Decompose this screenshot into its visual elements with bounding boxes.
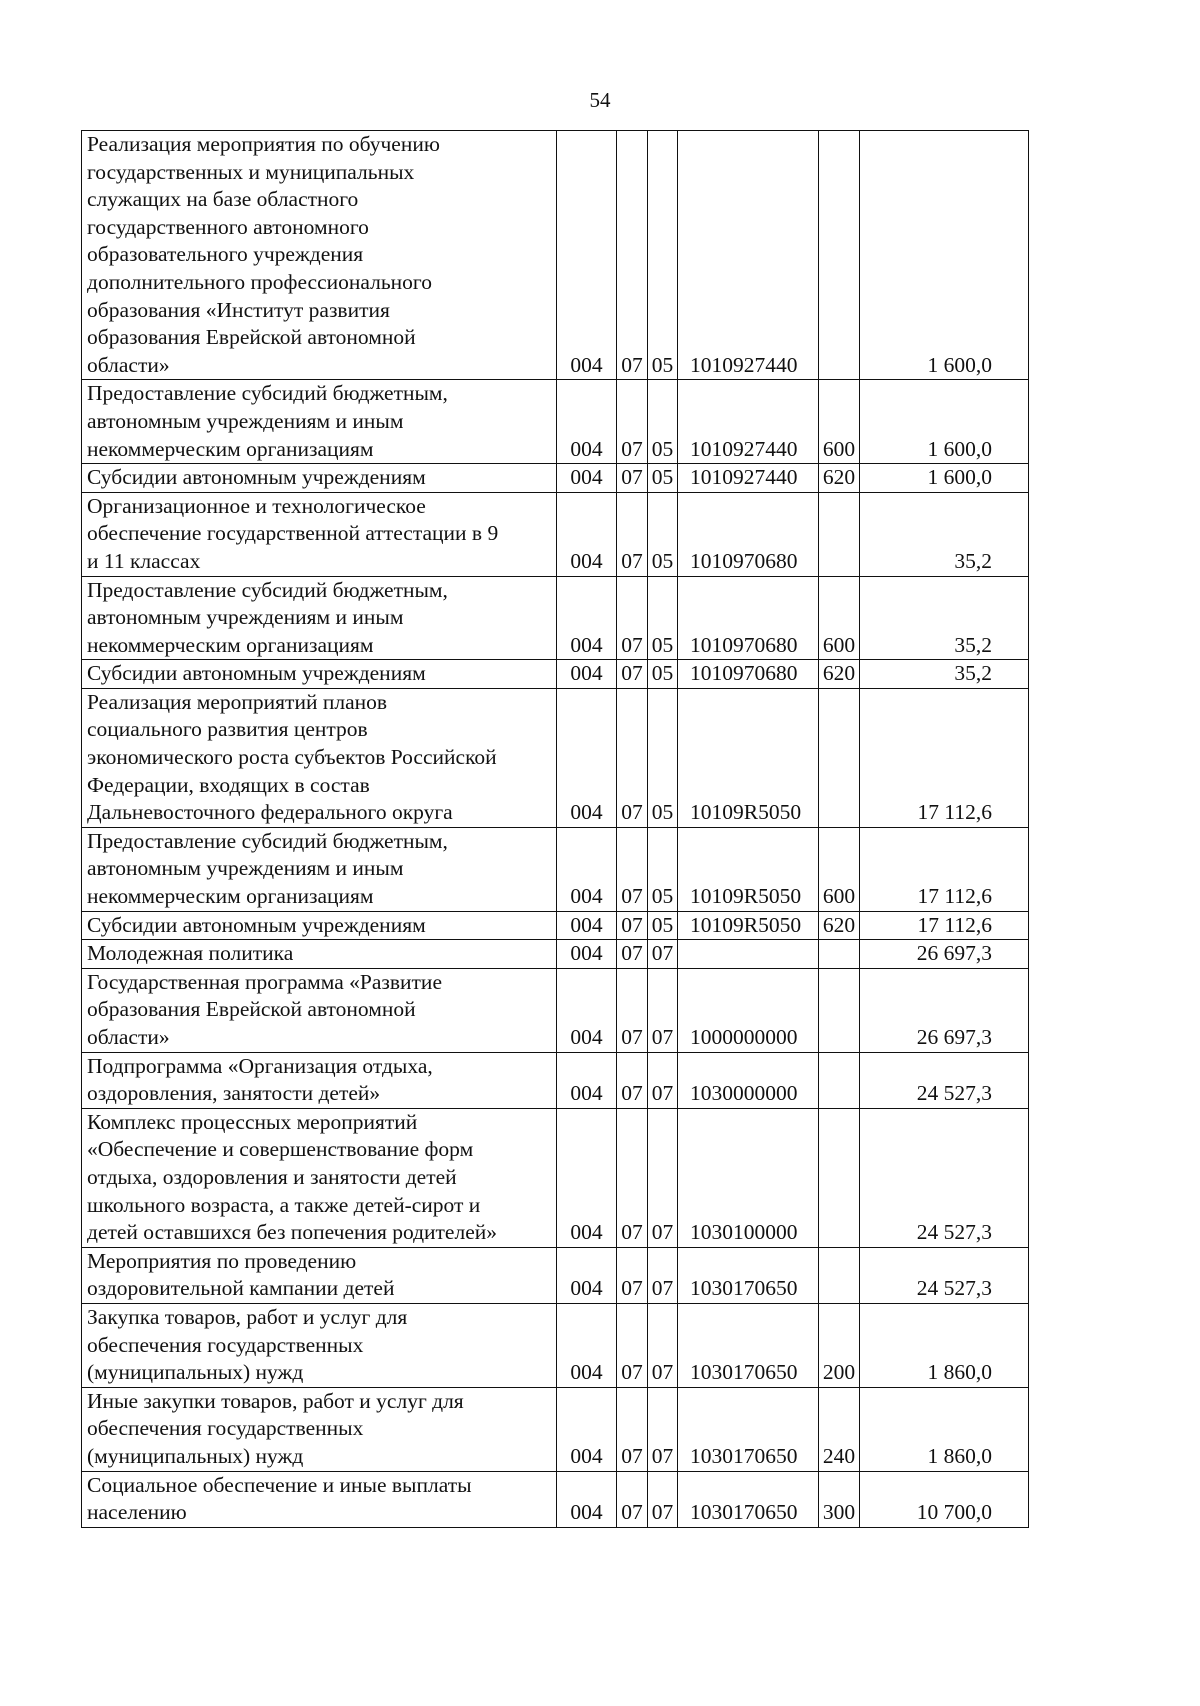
row-amount: 10 700,0: [860, 1471, 1029, 1527]
row-section-code: 07: [617, 827, 648, 911]
row-name: Организационное и технологическое обеспечение государственной аттестации в 9 и 11 классах: [82, 492, 557, 576]
row-ved-code: 004: [557, 380, 617, 464]
row-target-article-code: 1010970680: [678, 576, 819, 660]
row-expense-type-code: 620: [819, 911, 860, 940]
row-subsection-code: 07: [648, 968, 678, 1052]
row-subsection-code: 07: [648, 1471, 678, 1527]
row-amount: 1 600,0: [860, 380, 1029, 464]
row-amount: 1 600,0: [860, 464, 1029, 493]
row-ved-code: 004: [557, 464, 617, 493]
table-row: [82, 1052, 1029, 1108]
row-subsection-code: 05: [648, 380, 678, 464]
row-section-code: 07: [617, 968, 648, 1052]
row-expense-type-code: 240: [819, 1387, 860, 1471]
budget-table: [81, 130, 1029, 1528]
row-amount: 35,2: [860, 660, 1029, 689]
row-target-article-code: 1010970680: [678, 492, 819, 576]
row-section-code: 07: [617, 1471, 648, 1527]
row-subsection-code: 07: [648, 1387, 678, 1471]
row-target-article-code: 1030100000: [678, 1108, 819, 1247]
row-expense-type-code: [819, 492, 860, 576]
row-name: Предоставление субсидий бюджетным, автономным учреждениям и иным некоммерческим организациям: [82, 380, 557, 464]
row-ved-code: 004: [557, 1387, 617, 1471]
row-ved-code: 004: [557, 911, 617, 940]
row-ved-code: 004: [557, 1471, 617, 1527]
row-section-code: 07: [617, 1052, 648, 1108]
row-subsection-code: 07: [648, 1052, 678, 1108]
row-name: Закупка товаров, работ и услуг для обеспечения государственных (муниципальных) нужд: [82, 1303, 557, 1387]
row-name: Социальное обеспечение и иные выплаты населению: [82, 1471, 557, 1527]
row-target-article-code: 1010927440: [678, 380, 819, 464]
row-ved-code: 004: [557, 1247, 617, 1303]
row-target-article-code: 1000000000: [678, 968, 819, 1052]
row-subsection-code: 05: [648, 911, 678, 940]
row-name: Подпрограмма «Организация отдыха, оздоровления, занятости детей»: [82, 1052, 557, 1108]
row-amount: 24 527,3: [860, 1052, 1029, 1108]
row-ved-code: 004: [557, 940, 617, 969]
row-section-code: 07: [617, 1387, 648, 1471]
table-row: [82, 1387, 1029, 1471]
row-target-article-code: 10109R5050: [678, 911, 819, 940]
row-subsection-code: 07: [648, 1303, 678, 1387]
row-section-code: 07: [617, 1108, 648, 1247]
row-target-article-code: 1010970680: [678, 660, 819, 689]
table-row: [82, 968, 1029, 1052]
row-target-article-code: [678, 940, 819, 969]
table-row: [82, 688, 1029, 827]
row-subsection-code: 05: [648, 660, 678, 689]
row-target-article-code: 1030000000: [678, 1052, 819, 1108]
page-number: 54: [589, 88, 611, 112]
table-row: [82, 576, 1029, 660]
row-name: Комплекс процессных мероприятий «Обеспечение и совершенствование форм отдыха, оздоровления и занятости детей школьного возраста, а также детей-сирот и детей оставшихся без попечения родителей»: [82, 1108, 557, 1247]
row-subsection-code: 05: [648, 464, 678, 493]
row-expense-type-code: 300: [819, 1471, 860, 1527]
row-name: Предоставление субсидий бюджетным, автономным учреждениям и иным некоммерческим организациям: [82, 827, 557, 911]
row-name: Молодежная политика: [82, 940, 557, 969]
row-section-code: 07: [617, 911, 648, 940]
row-section-code: 07: [617, 1247, 648, 1303]
row-ved-code: 004: [557, 576, 617, 660]
row-section-code: 07: [617, 688, 648, 827]
row-expense-type-code: 620: [819, 464, 860, 493]
row-target-article-code: 1010927440: [678, 464, 819, 493]
table-row: [82, 464, 1029, 493]
row-section-code: 07: [617, 940, 648, 969]
row-ved-code: 004: [557, 1108, 617, 1247]
row-expense-type-code: [819, 1108, 860, 1247]
row-ved-code: 004: [557, 827, 617, 911]
row-amount: 35,2: [860, 576, 1029, 660]
row-name: Субсидии автономным учреждениям: [82, 660, 557, 689]
row-expense-type-code: [819, 688, 860, 827]
table-body: [82, 131, 1029, 1528]
row-ved-code: 004: [557, 660, 617, 689]
row-ved-code: 004: [557, 131, 617, 380]
row-subsection-code: 05: [648, 576, 678, 660]
table-row: [82, 1471, 1029, 1527]
row-name: Субсидии автономным учреждениям: [82, 911, 557, 940]
row-subsection-code: 07: [648, 940, 678, 969]
row-ved-code: 004: [557, 492, 617, 576]
row-target-article-code: 10109R5050: [678, 688, 819, 827]
row-target-article-code: 1030170650: [678, 1471, 819, 1527]
row-subsection-code: 05: [648, 688, 678, 827]
row-target-article-code: 1010927440: [678, 131, 819, 380]
table-row: [82, 827, 1029, 911]
row-amount: 1 600,0: [860, 131, 1029, 380]
table-row: [82, 380, 1029, 464]
row-subsection-code: 05: [648, 827, 678, 911]
row-name: Реализация мероприятия по обучению государственных и муниципальных служащих на базе областного государственного автономного образовательного учреждения дополнительного профессионального образования «Институт развития образования Еврейской автономной области»: [82, 131, 557, 380]
table-row: [82, 492, 1029, 576]
row-expense-type-code: [819, 968, 860, 1052]
row-amount: 1 860,0: [860, 1303, 1029, 1387]
row-subsection-code: 07: [648, 1247, 678, 1303]
table-row: [82, 1303, 1029, 1387]
row-name: Субсидии автономным учреждениям: [82, 464, 557, 493]
row-ved-code: 004: [557, 1303, 617, 1387]
row-section-code: 07: [617, 380, 648, 464]
row-expense-type-code: 600: [819, 380, 860, 464]
row-section-code: 07: [617, 131, 648, 380]
row-expense-type-code: [819, 131, 860, 380]
row-target-article-code: 1030170650: [678, 1247, 819, 1303]
table-row: [82, 911, 1029, 940]
row-ved-code: 004: [557, 968, 617, 1052]
row-amount: 26 697,3: [860, 968, 1029, 1052]
row-section-code: 07: [617, 464, 648, 493]
row-expense-type-code: 600: [819, 827, 860, 911]
row-section-code: 07: [617, 576, 648, 660]
row-subsection-code: 05: [648, 492, 678, 576]
row-amount: 26 697,3: [860, 940, 1029, 969]
row-name: Предоставление субсидий бюджетным, автономным учреждениям и иным некоммерческим организациям: [82, 576, 557, 660]
row-amount: 17 112,6: [860, 911, 1029, 940]
row-amount: 17 112,6: [860, 688, 1029, 827]
row-name: Иные закупки товаров, работ и услуг для обеспечения государственных (муниципальных) нужд: [82, 1387, 557, 1471]
row-ved-code: 004: [557, 1052, 617, 1108]
row-expense-type-code: 200: [819, 1303, 860, 1387]
row-ved-code: 004: [557, 688, 617, 827]
row-amount: 24 527,3: [860, 1108, 1029, 1247]
row-section-code: 07: [617, 492, 648, 576]
row-expense-type-code: [819, 1247, 860, 1303]
row-expense-type-code: [819, 940, 860, 969]
row-name: Реализация мероприятий планов социального развития центров экономического роста субъектов Российской Федерации, входящих в состав Дальневосточного федерального округа: [82, 688, 557, 827]
row-target-article-code: 1030170650: [678, 1303, 819, 1387]
row-target-article-code: 10109R5050: [678, 827, 819, 911]
row-amount: 17 112,6: [860, 827, 1029, 911]
table-row: [82, 131, 1029, 380]
row-section-code: 07: [617, 1303, 648, 1387]
row-section-code: 07: [617, 660, 648, 689]
row-amount: 35,2: [860, 492, 1029, 576]
row-amount: 1 860,0: [860, 1387, 1029, 1471]
row-name: Государственная программа «Развитие образования Еврейской автономной области»: [82, 968, 557, 1052]
table-row: [82, 1247, 1029, 1303]
table-row: [82, 940, 1029, 969]
row-expense-type-code: 600: [819, 576, 860, 660]
row-expense-type-code: [819, 1052, 860, 1108]
row-subsection-code: 05: [648, 131, 678, 380]
row-name: Мероприятия по проведению оздоровительной кампании детей: [82, 1247, 557, 1303]
row-amount: 24 527,3: [860, 1247, 1029, 1303]
table-row: [82, 1108, 1029, 1247]
row-expense-type-code: 620: [819, 660, 860, 689]
table-row: [82, 660, 1029, 689]
row-target-article-code: 1030170650: [678, 1387, 819, 1471]
row-subsection-code: 07: [648, 1108, 678, 1247]
